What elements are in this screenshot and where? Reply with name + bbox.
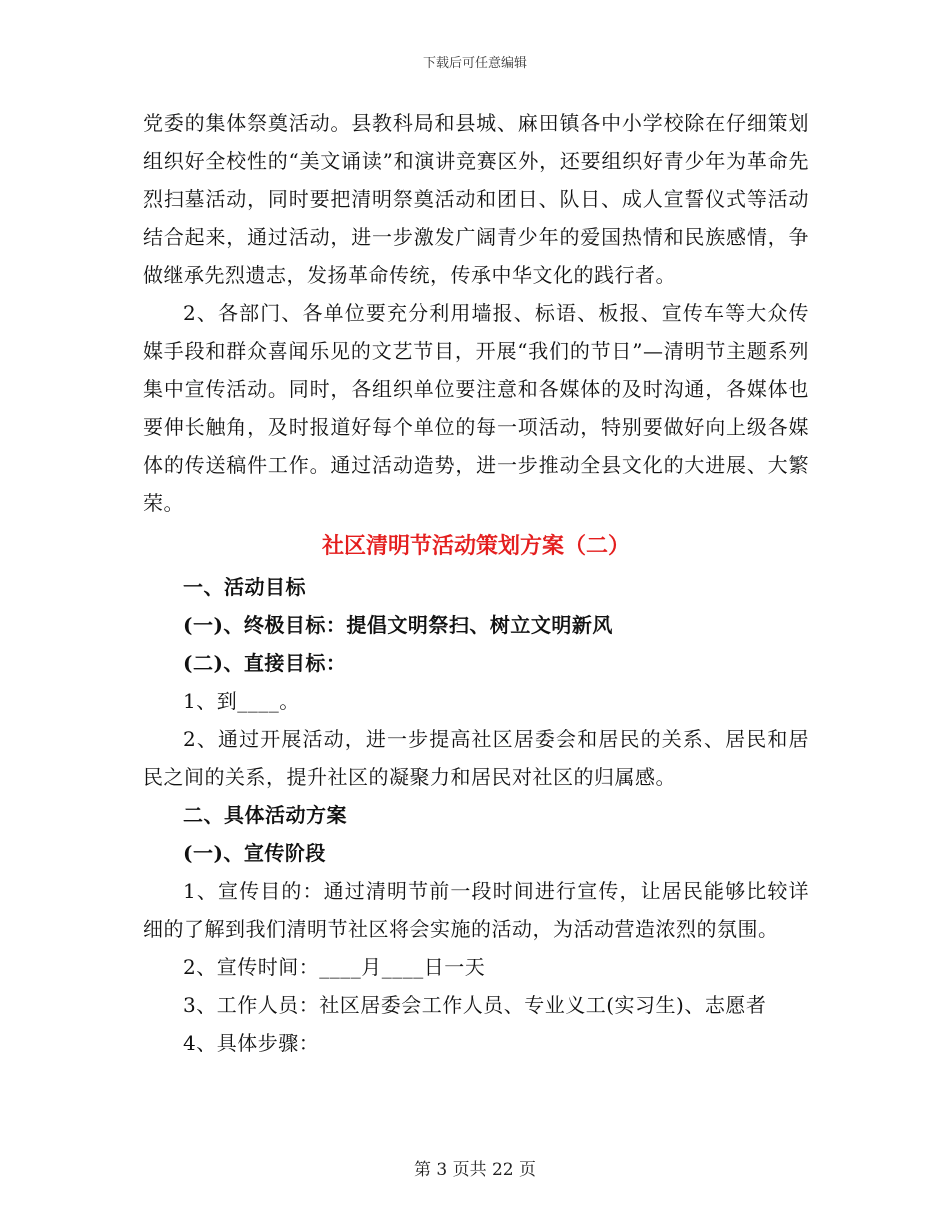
goal-item-2: 2、通过开展活动，进一步提高社区居委会和居民的关系、居民和居民之间的关系，提升社区的凝聚力和居民对社区的归属感。 — [143, 727, 809, 789]
subheading-direct-goal: (二)、直接目标： — [183, 651, 347, 675]
subheading-publicity-stage: (一)、宣传阶段 — [183, 841, 326, 865]
publicity-item-3: 3、工作人员：社区居委会工作人员、专业义工(实习生)、志愿者 — [183, 993, 767, 1017]
section-title: 社区清明节活动策划方案（二） — [321, 533, 630, 559]
document-body — [143, 104, 809, 1062]
paragraph-item-2: 2、各部门、各单位要充分利用墙报、标语、板报、宣传车等大众传媒手段和群众喜闻乐见的文艺节目，开展“我们的节日”—清明节主题系列集中宣传活动。同时，各组织单位要注意和各媒体的及时沟通，各媒体也要伸长触角，及时报道好每个单位的每一项活动，特别要做好向上级各媒体的传送稿件工作。通过活动造势，进一步推动全县文化的大进展、大繁荣。 — [143, 301, 809, 515]
page-header-note: 下载后可任意编辑 — [422, 56, 527, 71]
publicity-item-2: 2、宣传时间：____月____日一天 — [183, 955, 486, 979]
page-number-footer: 第 3 页共 22 页 — [413, 1160, 537, 1180]
heading-specific-plan: 二、具体活动方案 — [183, 803, 347, 827]
heading-activity-goals: 一、活动目标 — [183, 575, 306, 599]
paragraph-continuation: 党委的集体祭奠活动。县教科局和县城、麻田镇各中小学校除在仔细策划组织好全校性的“美文诵读”和演讲竞赛区外，还要组织好青少年为革命先烈扫墓活动，同时要把清明祭奠活动和团日、队日、成人宣誓仪式等活动结合起来，通过活动，进一步激发广阔青少年的爱国热情和民族感情，争做继承先烈遗志，发扬革命传统，传承中华文化的践行者。 — [143, 111, 809, 287]
publicity-item-4: 4、具体步骤： — [183, 1031, 320, 1055]
subheading-ultimate-goal: (一)、终极目标：提倡文明祭扫、树立文明新风 — [183, 613, 613, 637]
goal-item-1: 1、到____。 — [183, 689, 300, 713]
publicity-item-1: 1、宣传目的：通过清明节前一段时间进行宣传，让居民能够比较详细的了解到我们清明节社区将会实施的活动，为活动营造浓烈的氛围。 — [143, 879, 809, 941]
